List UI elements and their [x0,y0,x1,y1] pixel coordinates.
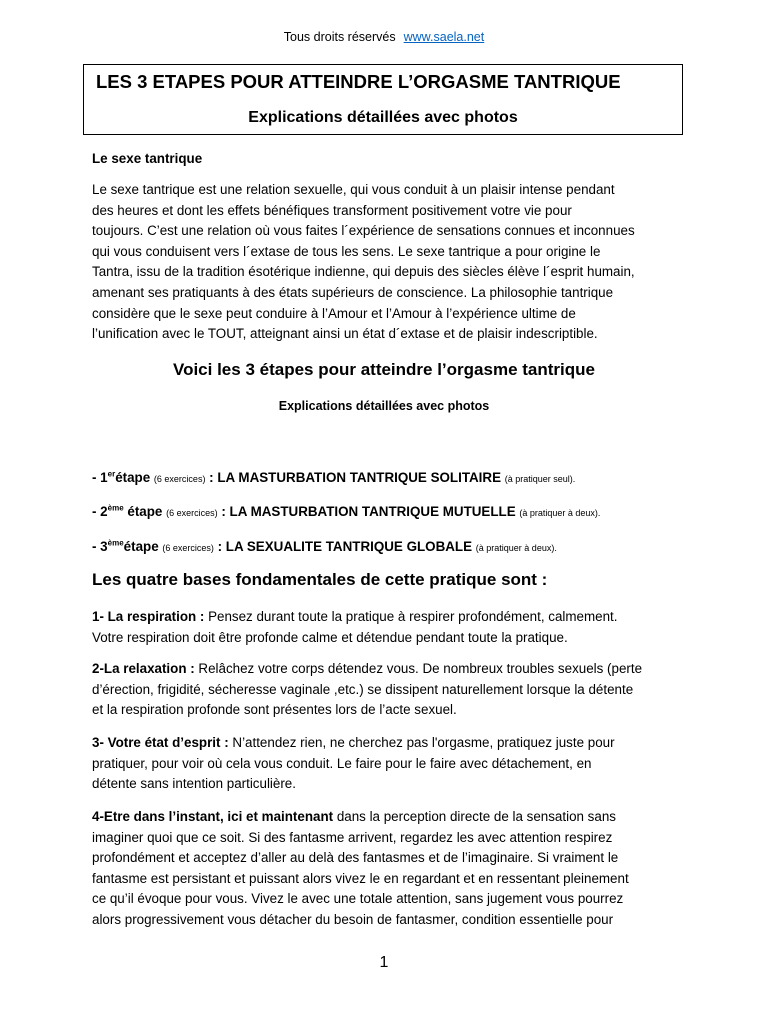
base-item-etat-esprit [92,733,678,795]
base-label: 2-La relaxation : [92,661,195,676]
base-item-relaxation [92,659,678,721]
step-ordinal: ème [107,538,124,548]
base-line: ce qu’il évoque pour vous. Vivez le avec une totale attention, sans jugement vous pourrez [92,891,624,907]
step-item [92,537,678,559]
website-link[interactable]: www.saela.net [403,30,485,44]
title-box [83,64,683,135]
page-number: 1 [379,954,389,971]
base-line: alors progressivement vous détacher du besoin de fantasmer, condition essentielle pour [92,911,614,927]
intro-line: qui vous conduisent vers l´extase de tous les sens. Le sexe tantrique a pour origine le [92,243,601,259]
step-number: - 2 [92,504,108,519]
intro-line: considère que le sexe peut conduire à l’Amour et l’Amour à l’expérience ultime de [92,305,576,321]
base-line: et la respiration profonde sont présentes lors de l’acte sexuel. [92,702,457,718]
base-line: Relâchez votre corps détendez vous. De nombreux troubles sexuels (perte [194,661,643,676]
base-line: imaginer quoi que ce soit. Si des fantasme arrivent, regardez les avec attention respirez [92,829,613,845]
base-line: dans la perception directe de la sensation sans [333,809,616,824]
document-title: LES 3 ETAPES POUR ATTEINDRE L’ORGASME TANTRIQUE [96,71,621,92]
intro-line: Tantra, issu de la tradition ésotérique indienne, qui depuis des siècles élève l´esprit humain, [92,264,635,280]
section-subheading: Explications détaillées avec photos [278,399,490,413]
step-item [92,502,678,524]
step-separator: : [213,539,226,554]
base-item-instant [92,807,678,931]
base-item-respiration [92,607,678,648]
step-ordinal: ème [107,503,124,513]
section-heading: Voici les 3 étapes pour atteindre l’orgasme tantrique [173,360,595,379]
base-line: fantasme est persistant et puissant alors vivez le en regardant et en ressentant pleinement [92,870,629,886]
intro-line: Le sexe tantrique est une relation sexuelle, qui vous conduit à un plaisir intense pendant [92,182,615,197]
step-note: (à pratiquer à deux). [519,508,601,518]
base-line: profondément et acceptez d’aller au delà des fantasmes et de l’imaginaire. Si vraiment le [92,850,619,866]
step-separator: : [205,470,218,485]
step-title: LA MASTURBATION TANTRIQUE SOLITAIRE [217,470,502,485]
step-count: (6 exercices) [153,474,206,484]
base-line: d’érection, frigidité, sécheresse vaginale ,etc.) se dissipent naturellement lorsque la détente [92,681,634,697]
base-line: N’attendez rien, ne cherchez pas l'orgasme, pratiquez juste pour [228,735,615,750]
step-number: - 3 [92,539,108,554]
step-note: (à pratiquer à deux). [475,543,557,553]
step-label: étape [123,504,163,519]
step-label: étape [123,539,159,554]
step-count: (6 exercices) [162,543,214,553]
step-number: - 1 [92,470,108,485]
intro-heading: Le sexe tantrique [92,151,203,166]
step-separator: : [217,504,230,519]
base-line: pratiquer, pour voir où cela vous conduit. Le faire pour le faire avec détachement, en [92,755,592,771]
base-line: détente sans intention particulière. [92,776,296,792]
base-line: Pensez durant toute la pratique à respirer profondément, calmement. [204,609,618,624]
page-header [0,30,768,44]
step-item [92,468,678,490]
base-label: 4-Etre dans l’instant, ici et maintenant [92,809,334,824]
step-label: étape [115,470,151,485]
intro-line: l’unification avec le TOUT, atteignant ainsi un état d´extase et de plaisir indescriptible. [92,326,598,342]
intro-line: des heures et dont les effets bénéfiques transforment positivement votre vie pour [92,202,572,218]
bases-heading: Les quatre bases fondamentales de cette pratique sont : [92,570,548,589]
rights-text: Tous droits réservés [283,30,396,44]
document-subtitle: Explications détaillées avec photos [248,109,518,126]
base-label: 3- Votre état d’esprit : [92,735,229,750]
base-line: Votre respiration doit être profonde calme et détendue pendant toute la pratique. [92,629,568,645]
base-label: 1- La respiration : [92,609,205,624]
intro-line: toujours. C’est une relation où vous faites l´expérience de sensations connues et inconnues [92,223,635,239]
step-title: LA MASTURBATION TANTRIQUE MUTUELLE [229,504,516,519]
intro-line: amenant ses pratiquants à des états supérieurs de conscience. La philosophie tantrique [92,284,614,300]
intro-paragraph [92,180,678,345]
step-ordinal: er [107,469,116,479]
step-note: (à pratiquer seul). [504,474,576,484]
step-count: (6 exercices) [166,508,218,518]
step-title: LA SEXUALITE TANTRIQUE GLOBALE [225,539,473,554]
